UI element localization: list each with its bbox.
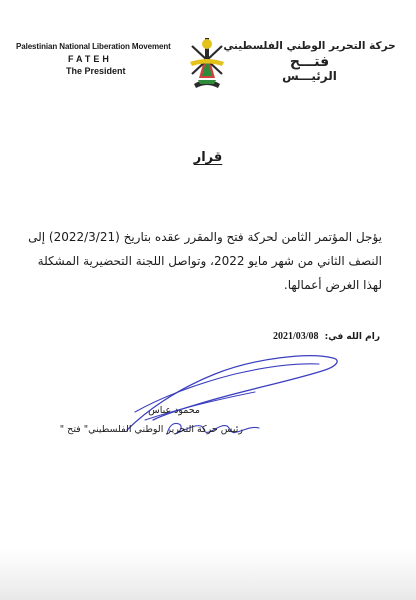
decision-date: 2021/03/08 bbox=[272, 331, 319, 342]
arabic-header bbox=[217, 40, 402, 83]
body-line: لهذا الغرض أعمالها. bbox=[283, 278, 382, 292]
english-header-movement: Palestinian National Liberation Movement bbox=[16, 42, 171, 51]
document-title-text: قرار bbox=[193, 150, 223, 165]
place-date bbox=[273, 331, 380, 342]
page-edge-shadow bbox=[0, 548, 416, 600]
decision-body bbox=[28, 225, 382, 297]
body-line: النصف الثاني من شهر مايو 2022، وتواصل اللجنة التحضيرية المشكلة bbox=[37, 254, 382, 268]
signatory-name: محمود عباس bbox=[148, 405, 200, 416]
body-line: يؤجل المؤتمر الثامن لحركة فتح والمقرر عقده بتاريخ (2022/3/21) إلى bbox=[28, 230, 382, 244]
english-header-president: The President bbox=[66, 66, 126, 76]
signatory-title: رئيس حركة التحرير الوطني الفلسطيني" فتح " bbox=[59, 424, 243, 435]
arabic-header-fateh: فتـــح bbox=[289, 54, 330, 70]
english-header-fateh: FATEH bbox=[68, 54, 112, 64]
arabic-header-president: الرئيـــس bbox=[282, 69, 337, 83]
english-header bbox=[16, 42, 186, 76]
document-title bbox=[0, 150, 416, 165]
arabic-header-movement: حركة التحرير الوطني الفلسطيني bbox=[223, 40, 396, 52]
place-label: رام الله في: bbox=[324, 332, 380, 342]
